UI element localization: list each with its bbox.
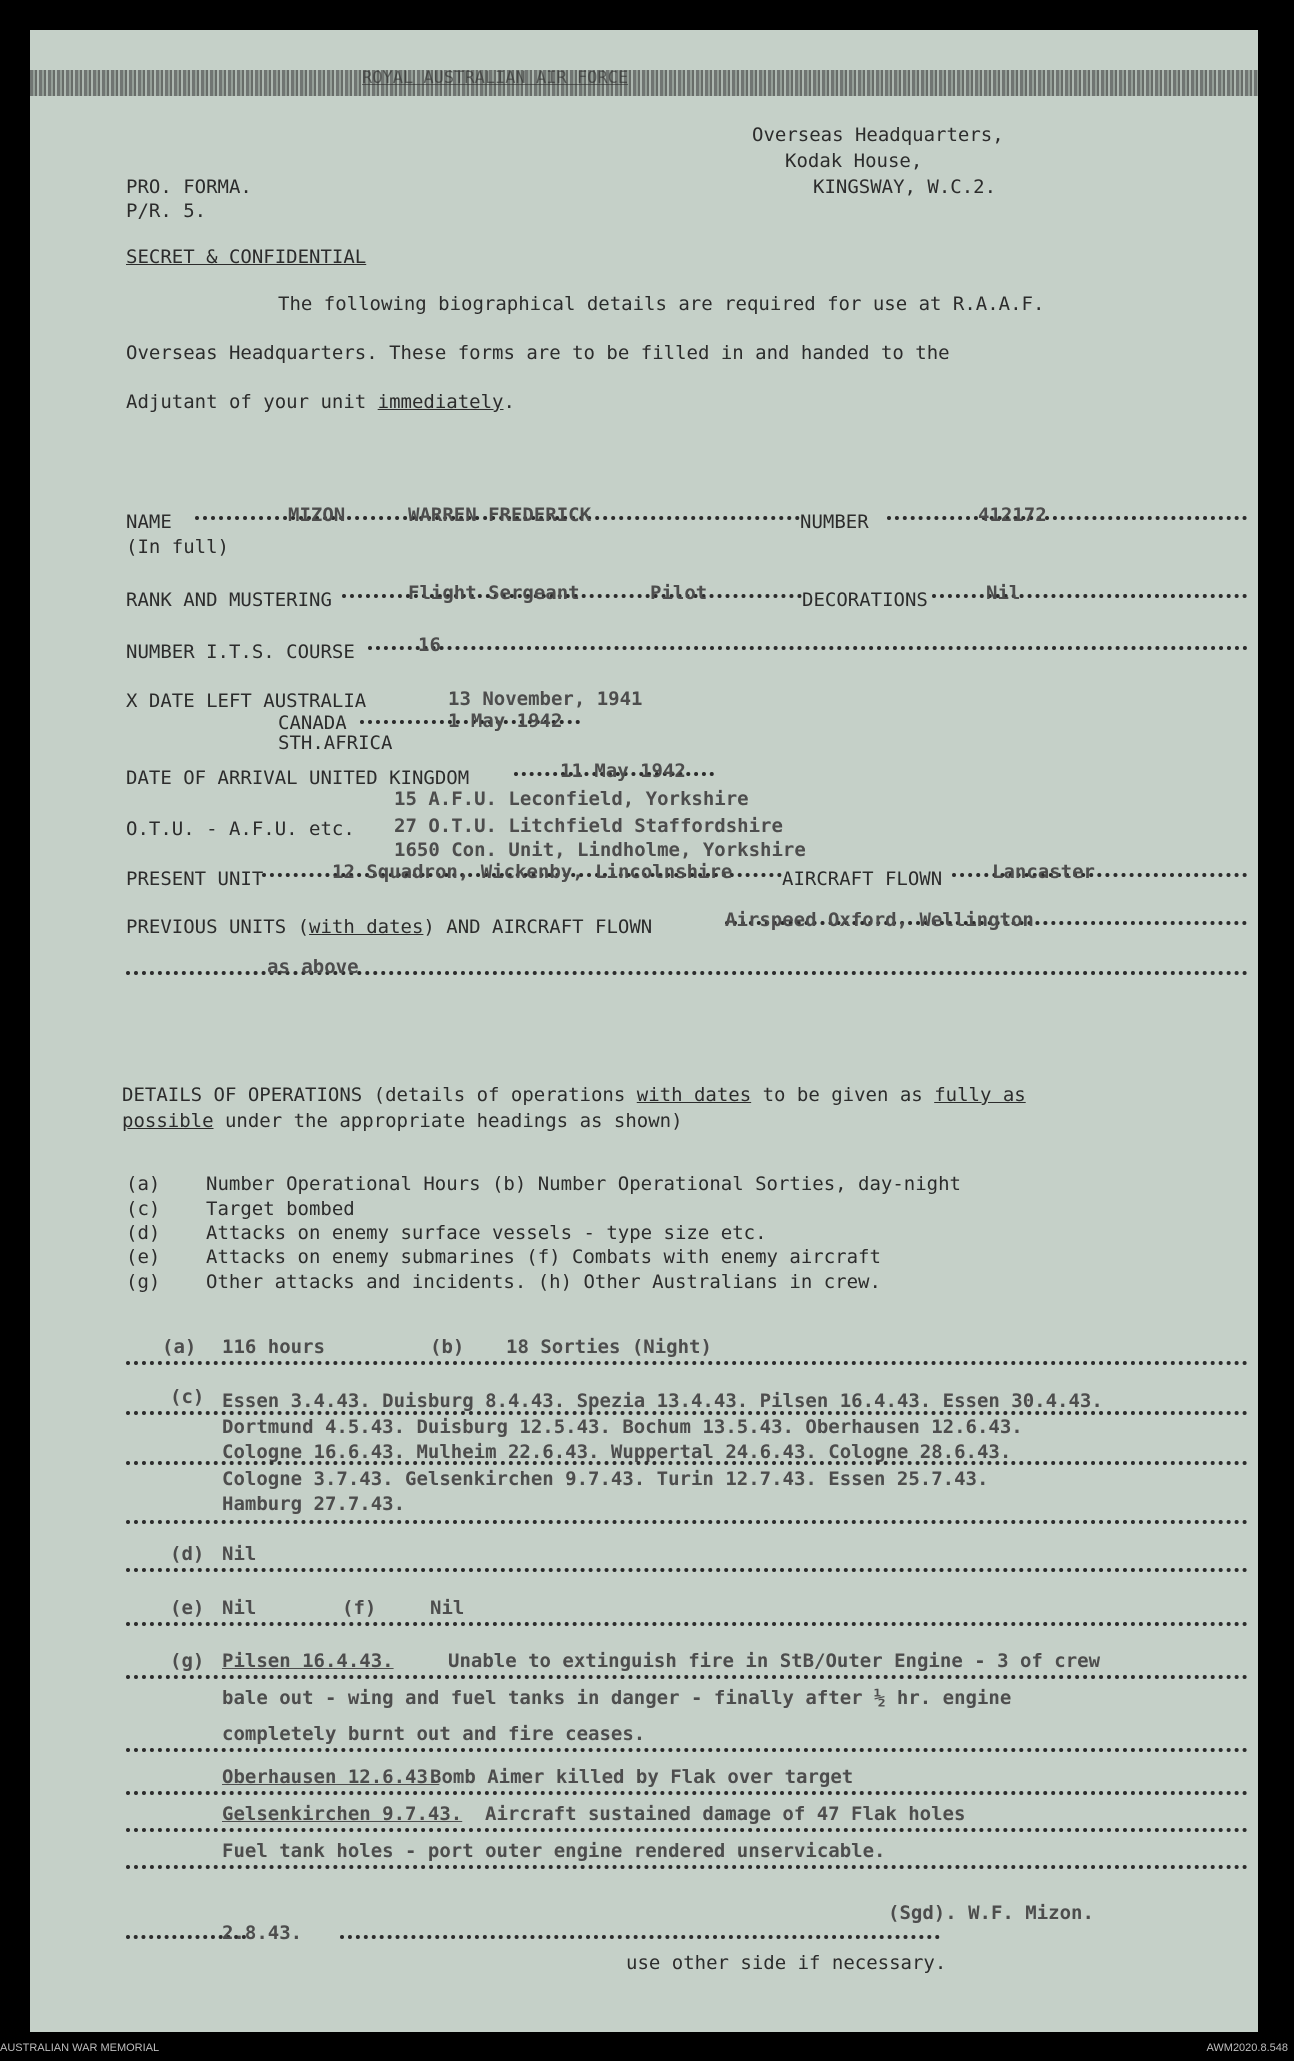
answer-f-label: (f) — [342, 1597, 377, 1619]
heading-text-c: Target bombed — [206, 1198, 355, 1220]
answer-f-value: Nil — [430, 1597, 465, 1619]
heading-text-d: Attacks on enemy surface vessels - type size etc. — [206, 1222, 767, 1244]
present-unit-label: PRESENT UNIT — [126, 868, 264, 890]
dots-c-3 — [126, 1520, 1248, 1524]
otu-value-1: 15 A.F.U. Leconfield, Yorkshire — [394, 788, 749, 810]
number-value: 412172 — [978, 504, 1047, 526]
incident-2-place: Oberhausen 12.6.43. — [222, 1766, 440, 1788]
heading-text-g: Other attacks and incidents. (h) Other Australians in crew. — [206, 1271, 881, 1293]
incident-3-text-2: Fuel tank holes - port outer engine rendered unservicable. — [222, 1840, 886, 1862]
heading-key-e: (e) — [126, 1246, 161, 1268]
date-left-sa-label: STH.AFRICA — [278, 732, 393, 754]
intro-line-3: Adjutant of your unit immediately. — [126, 391, 515, 413]
number-dots — [887, 516, 1247, 520]
decorations-label: DECORATIONS — [802, 589, 928, 611]
present-unit-value: 12 Squadron, Wickenby, Lincolnshire — [332, 861, 733, 883]
dots-g-2 — [126, 1748, 1248, 1752]
heading-key-g: (g) — [126, 1271, 161, 1293]
targets-line-2: Dortmund 4.5.43. Duisburg 12.5.43. Bochum 13.5.43. Oberhausen 12.6.43. — [222, 1416, 1023, 1438]
heading-text-a: Number Operational Hours (b) Number Operational Sorties, day-night — [206, 1173, 961, 1195]
given-names-value: WARREN FREDERICK — [408, 504, 592, 526]
pro-forma: PRO. FORMA. — [126, 176, 252, 198]
its-value: 16 — [418, 634, 441, 656]
date-left-canada-label: CANADA — [278, 712, 347, 734]
answer-d-value: Nil — [222, 1543, 257, 1565]
heading-text-e: Attacks on enemy submarines (f) Combats with enemy aircraft — [206, 1246, 881, 1268]
date-left-label: X DATE LEFT AUSTRALIA — [126, 690, 367, 712]
dots-g-4 — [126, 1828, 1248, 1832]
otu-label: O.T.U. - A.F.U. etc. — [126, 818, 355, 840]
operations-heading-2: possible under the appropriate headings as shown) — [122, 1110, 683, 1132]
its-dots — [368, 646, 1248, 650]
use-other-side-note: use other side if necessary. — [626, 1952, 947, 1974]
arrival-value: 11 May 1942 — [560, 760, 686, 782]
intro-line-1: The following biographical details are required for use at R.A.A.F. — [278, 293, 1045, 315]
operations-heading-1: DETAILS OF OPERATIONS (details of operations with dates to be given as fully as — [122, 1084, 1026, 1106]
address-line-3: KINGSWAY, W.C.2. — [813, 176, 997, 198]
answer-e-label: (e) — [170, 1597, 205, 1619]
dots-g-3 — [126, 1791, 1248, 1795]
dots-a — [126, 1361, 1248, 1365]
archive-reference: AWM2020.8.548 — [1206, 2042, 1288, 2054]
previous-units-value: as above — [267, 956, 359, 978]
signature-dots — [340, 1935, 940, 1939]
incident-1-text-3: completely burnt out and fire ceases. — [222, 1723, 646, 1745]
targets-line-1: Essen 3.4.43. Duisburg 8.4.43. Spezia 13.4.43. Pilsen 16.4.43. Essen 30.4.43. — [222, 1390, 1103, 1412]
aircraft-flown-label: AIRCRAFT FLOWN — [782, 868, 943, 890]
decorations-value: Nil — [986, 582, 1021, 604]
answer-b-label: (b) — [430, 1336, 465, 1358]
targets-line-5: Hamburg 27.7.43. — [222, 1493, 406, 1515]
previous-aircraft-value: Airspeed Oxford, Wellington — [725, 909, 1034, 931]
dots-g-1 — [126, 1675, 1248, 1679]
signature: (Sgd). W.F. Mizon. — [888, 1902, 1094, 1924]
answer-e-value: Nil — [222, 1597, 257, 1619]
date-left-australia-value: 13 November, 1941 — [448, 688, 643, 710]
name-sub-label: (In full) — [126, 536, 229, 558]
dots-g-5 — [126, 1865, 1248, 1869]
form-ref: P/R. 5. — [126, 200, 207, 222]
decorations-dots — [932, 594, 1247, 598]
secret-heading: SECRET & CONFIDENTIAL — [126, 246, 367, 268]
its-label: NUMBER I.T.S. COURSE — [126, 641, 355, 663]
otu-value-3: 1650 Con. Unit, Lindholme, Yorkshire — [394, 839, 806, 861]
address-line-2: Kodak House, — [785, 150, 923, 172]
incident-3-place: Gelsenkirchen 9.7.43. — [222, 1803, 463, 1825]
otu-value-2: 27 O.T.U. Litchfield Staffordshire — [394, 815, 783, 837]
dots-d — [126, 1568, 1248, 1572]
heading-key-a: (a) — [126, 1173, 161, 1195]
dots-c-2 — [126, 1461, 1248, 1465]
document-page — [30, 30, 1258, 2032]
org-heading: ROYAL AUSTRALIAN AIR FORCE — [362, 68, 629, 88]
address-line-1: Overseas Headquarters, — [752, 124, 1004, 146]
mustering-value: Pilot — [650, 582, 708, 604]
incident-1-place: Pilsen 16.4.43. — [222, 1650, 394, 1672]
date-left-canada-value: 1 May 1942 — [448, 710, 563, 732]
heading-key-d: (d) — [126, 1222, 161, 1244]
answer-b-value: 18 Sorties (Night) — [506, 1336, 712, 1358]
intro-line-2: Overseas Headquarters. These forms are to be filled in and handed to the — [126, 342, 950, 364]
incident-1-text-1: Unable to extinguish fire in StB/Outer Engine - 3 of crew — [448, 1650, 1101, 1672]
targets-line-4: Cologne 3.7.43. Gelsenkirchen 9.7.43. Turin 12.7.43. Essen 25.7.43. — [222, 1468, 989, 1490]
rank-value: Flight Sergeant — [408, 582, 580, 604]
archive-credit: AUSTRALIAN WAR MEMORIAL — [0, 2042, 160, 2054]
answer-c-label: (c) — [170, 1386, 205, 1408]
answer-a-value: 116 hours — [222, 1336, 325, 1358]
previous-units-label: PREVIOUS UNITS (with dates) AND AIRCRAFT FLOWN — [126, 916, 653, 938]
incident-1-text-2: bale out - wing and fuel tanks in danger - finally after ½ hr. engine — [222, 1687, 1012, 1709]
aircraft-flown-value: Lancaster — [992, 861, 1095, 883]
answer-d-label: (d) — [170, 1543, 205, 1565]
number-label: NUMBER — [800, 511, 869, 533]
heading-key-c: (c) — [126, 1198, 161, 1220]
rank-label: RANK AND MUSTERING — [126, 589, 332, 611]
incident-3-text: Aircraft sustained damage of 47 Flak holes — [485, 1803, 966, 1825]
arrival-label: DATE OF ARRIVAL UNITED KINGDOM — [126, 767, 470, 789]
name-label: NAME — [126, 511, 172, 533]
torn-top-edge — [30, 70, 1258, 96]
surname-value: MIZON — [288, 504, 346, 526]
dots-c-1 — [126, 1411, 1248, 1415]
targets-line-3: Cologne 16.6.43. Mulheim 22.6.43. Wuppertal 24.6.43. Cologne 28.6.43. — [222, 1441, 1012, 1463]
incident-2-text: Bomb Aimer killed by Flak over target — [430, 1766, 854, 1788]
form-date: 2.8.43. — [222, 1922, 303, 1944]
answer-a-label: (a) — [162, 1336, 197, 1358]
answer-g-label: (g) — [170, 1650, 205, 1672]
dots-e — [126, 1622, 1248, 1626]
